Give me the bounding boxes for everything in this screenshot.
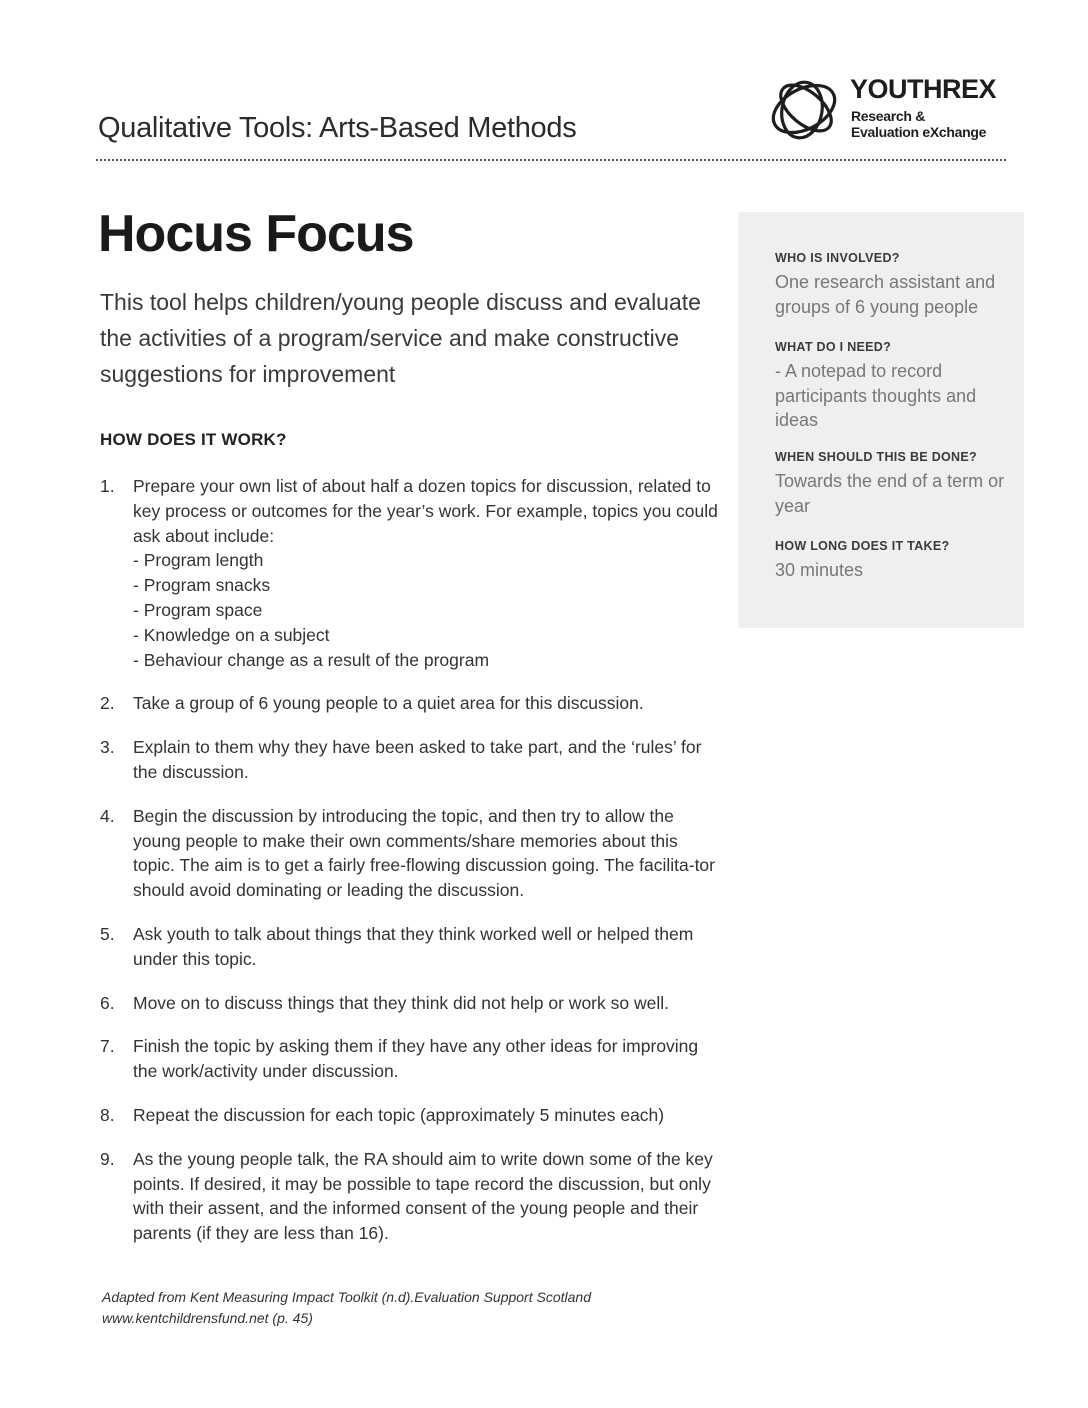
- step-text: As the young people talk, the RA should aim to write down some of the key points. If desired, it may be possible to tape record the discussion, but only with their assent, and the informed consent of the young people and their parents (if they are less than 16).: [133, 1148, 713, 1244]
- step-text: Repeat the discussion for each topic (approximately 5 minutes each): [133, 1104, 665, 1125]
- step-number: 9.: [100, 1148, 115, 1169]
- step-subitem: - Behaviour change as a result of the program: [133, 649, 490, 670]
- when-done-value: Towards the end of a term or year: [775, 471, 1005, 516]
- step-item: [100, 691, 720, 716]
- step-item: [100, 804, 720, 903]
- step-text: Prepare your own list of about half a dozen topics for discussion, related to key process or outcomes for the year’s work. For example, topics you could ask about include:: [133, 476, 718, 546]
- step-subitem: - Program snacks: [133, 575, 271, 596]
- step-text: Take a group of 6 young people to a quiet area for this discussion.: [133, 693, 644, 714]
- step-text: Begin the discussion by introducing the topic, and then try to allow the young people to make their own comments/share memories about this topic. The aim is to get a fairly free-flowing discussion going. The facilita-tor should avoid dominating or leading the discussion.: [133, 805, 715, 901]
- how-long-label: HOW LONG DOES IT TAKE?: [775, 539, 950, 553]
- logo-name: YOUTHREX: [850, 74, 997, 104]
- what-need-value: - A notepad to record participants thoughts and ideas: [775, 361, 977, 430]
- step-item: [100, 474, 720, 672]
- step-text: Ask youth to talk about things that they think worked well or helped them under this topic.: [133, 923, 694, 969]
- when-done-label: WHEN SHOULD THIS BE DONE?: [775, 450, 977, 464]
- step-item: [100, 1147, 720, 1246]
- dotted-divider: [96, 159, 1006, 161]
- step-number: 1.: [100, 476, 115, 496]
- intro-paragraph: This tool helps children/young people discuss and evaluate the activities of a program/service and make constructive suggestions for improvement: [100, 289, 701, 387]
- step-number: 8.: [100, 1104, 115, 1125]
- who-involved-label: WHO IS INVOLVED?: [775, 251, 900, 265]
- youthrex-logo: [766, 72, 1016, 146]
- step-number: 7.: [100, 1036, 115, 1057]
- step-number: 2.: [100, 693, 115, 714]
- step-number: 4.: [100, 805, 115, 826]
- step-number: 3.: [100, 737, 115, 758]
- how-long-value: 30 minutes: [775, 560, 864, 580]
- step-number: 6.: [100, 992, 115, 1013]
- step-number: 5.: [100, 923, 115, 944]
- logo-subtitle: [851, 108, 1021, 140]
- step-item: [100, 922, 720, 972]
- what-need-label: WHAT DO I NEED?: [775, 340, 892, 354]
- who-involved-value: One research assistant and groups of 6 young people: [775, 272, 996, 317]
- logo-subtitle-line2: Evaluation eXchange: [851, 124, 987, 140]
- step-item: [100, 1034, 720, 1084]
- orbit-logo-icon: [766, 72, 846, 146]
- info-sidebar: [738, 212, 1024, 628]
- step-subitem: - Program length: [133, 550, 264, 571]
- step-text: Explain to them why they have been asked to take part, and the ‘rules’ for the discussion.: [133, 737, 702, 782]
- citation-line1: Adapted from Kent Measuring Impact Toolkit (n.d).Evaluation Support Scotland: [102, 1289, 591, 1305]
- step-text: Move on to discuss things that they think did not help or work so well.: [133, 992, 669, 1013]
- step-item: [100, 735, 720, 785]
- step-subitem: - Program space: [133, 599, 263, 620]
- citation-url: www.kentchildrensfund.net (p. 45): [102, 1310, 313, 1326]
- step-item: [100, 1103, 720, 1128]
- header-title: Qualitative Tools: Arts-Based Methods: [98, 112, 577, 144]
- logo-subtitle-line1: Research &: [851, 108, 926, 124]
- step-text: Finish the topic by asking them if they have any other ideas for improving the work/activity under discussion.: [133, 1036, 699, 1082]
- page-title: Hocus Focus: [98, 205, 414, 263]
- steps-list: [100, 474, 720, 1246]
- section-heading: HOW DOES IT WORK?: [100, 430, 287, 449]
- citation: [102, 1287, 702, 1329]
- step-subitem: - Knowledge on a subject: [133, 624, 330, 645]
- step-item: [100, 991, 720, 1016]
